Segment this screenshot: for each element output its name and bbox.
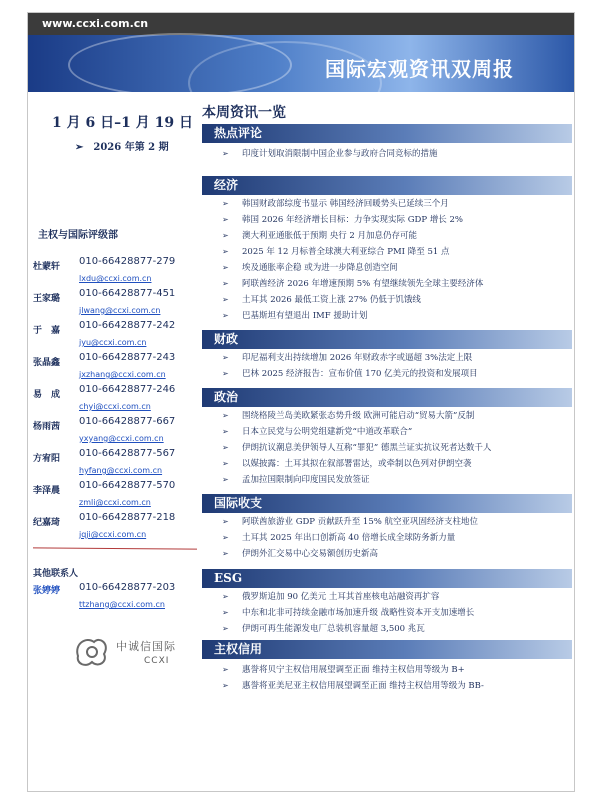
contact-phone: 010-66428877-203 <box>79 582 176 593</box>
arrow-bullet-icon: ➢ <box>222 624 229 633</box>
arrow-bullet-icon: ➢ <box>222 517 229 526</box>
section-fiscal <box>202 330 572 382</box>
section-politics <box>202 388 572 488</box>
logo-brand-text: 中诚信国际 <box>116 640 176 653</box>
contact-entry <box>33 480 203 512</box>
section-heading: 政治 <box>202 388 572 407</box>
site-url[interactable]: www.ccxi.com.cn <box>42 17 149 30</box>
date-range: 1 月 6 日–1 月 19 日 <box>52 115 193 131</box>
contact-name: 张晶鑫 <box>33 358 61 368</box>
news-item[interactable] <box>202 308 572 324</box>
contact-phone: 010-66428877-242 <box>79 320 176 331</box>
summary-title: 本周资讯一览 <box>202 105 286 121</box>
arrow-bullet-icon: ➢ <box>222 549 229 558</box>
section-items <box>202 589 572 637</box>
section-sovereign-credit <box>202 640 572 694</box>
arrow-bullet-icon: ➢ <box>222 231 229 240</box>
news-item-text: 伊朗外汇交易中心交易额创历史新高 <box>242 549 379 559</box>
contact-entry <box>33 320 203 352</box>
contact-entry <box>33 384 203 416</box>
contact-entry <box>33 416 203 448</box>
news-item-text: 惠誉将贝宁主权信用展望调至正面 维持主权信用等级为 B+ <box>242 665 465 675</box>
news-item-text: 以媒披露：土耳其拟在叙部署雷达，或牵制以色列对伊朗空袭 <box>242 459 472 469</box>
news-item-text: 阿联酋经济 2026 年增速预期 5% 有望继续领先全球主要经济体 <box>242 279 484 289</box>
arrow-bullet-icon: ➢ <box>222 533 229 542</box>
contact-email-link[interactable]: hyfang@ccxi.com.cn <box>79 466 163 475</box>
section-heading: 经济 <box>202 176 572 195</box>
section-items <box>202 408 572 488</box>
logo-mark-icon <box>72 632 112 672</box>
contact-phone: 010-66428877-451 <box>79 288 176 299</box>
arrow-bullet-icon: ➢ <box>222 411 229 420</box>
news-item[interactable] <box>202 678 572 694</box>
news-item[interactable] <box>202 546 572 562</box>
news-item[interactable] <box>202 366 572 382</box>
section-items <box>202 146 572 162</box>
news-item[interactable] <box>202 228 572 244</box>
news-item-text: 土耳其 2025 年出口创新高 40 倍增长成全球防务新力量 <box>242 533 456 543</box>
news-item[interactable] <box>202 424 572 440</box>
contact-name: 纪嘉琦 <box>33 518 61 528</box>
contact-list <box>33 256 203 544</box>
news-item[interactable] <box>202 440 572 456</box>
news-item-text: 巴林 2025 经济报告：宣布价值 170 亿美元的投资和发展项目 <box>242 369 478 379</box>
section-heading: 主权信用 <box>202 640 572 659</box>
contact-email-link[interactable]: jqji@ccxi.com.cn <box>79 530 147 539</box>
section-items <box>202 196 572 324</box>
other-contacts-title: 其他联系人 <box>33 569 79 579</box>
news-item[interactable] <box>202 456 572 472</box>
contact-name: 杜蒙轩 <box>33 262 61 272</box>
section-hot-comments <box>202 124 572 162</box>
issue-number <box>75 138 169 153</box>
arrow-bullet-icon: ➢ <box>222 369 229 378</box>
logo-abbr-text: CCXI <box>144 656 170 666</box>
news-item[interactable] <box>202 530 572 546</box>
section-items <box>202 350 572 382</box>
arrow-bullet-icon: ➢ <box>222 149 229 158</box>
news-item[interactable] <box>202 514 572 530</box>
arrow-bullet-icon: ➢ <box>222 279 229 288</box>
news-item[interactable] <box>202 244 572 260</box>
section-heading: 热点评论 <box>202 124 572 143</box>
contact-phone: 010-66428877-570 <box>79 480 176 491</box>
section-heading: 财政 <box>202 330 572 349</box>
contact-name: 张婷婷 <box>33 586 61 596</box>
arrow-bullet-icon: ➢ <box>222 443 229 452</box>
contact-phone: 010-66428877-567 <box>79 448 176 459</box>
report-title: 国际宏观资讯双周报 <box>325 57 514 81</box>
arrow-bullet-icon: ➢ <box>222 353 229 362</box>
news-item-text: 巴基斯坦有望退出 IMF 援助计划 <box>242 311 368 321</box>
arrow-bullet-icon: ➢ <box>222 681 229 690</box>
contact-entry <box>33 288 203 320</box>
section-heading: ESG <box>202 569 572 588</box>
contact-name: 王家璐 <box>33 294 61 304</box>
contact-name: 李泽晨 <box>33 486 61 496</box>
news-item-text: 伊朗可再生能源发电厂总装机容量超 3,500 兆瓦 <box>242 624 425 634</box>
arrow-bullet-icon: ➢ <box>222 215 229 224</box>
arrow-bullet-icon: ➢ <box>222 263 229 272</box>
contact-phone: 010-66428877-246 <box>79 384 176 395</box>
news-item-text: 韩国财政部综度书显示 韩国经济回暖势头已延续三个月 <box>242 199 449 209</box>
arrow-bullet-icon: ➢ <box>222 199 229 208</box>
contact-name: 杨雨茜 <box>33 422 61 432</box>
news-item[interactable] <box>202 621 572 637</box>
section-esg <box>202 569 572 637</box>
news-item[interactable] <box>202 605 572 621</box>
news-item[interactable] <box>202 472 572 488</box>
contact-phone: 010-66428877-279 <box>79 256 176 267</box>
arrow-bullet-icon: ➢ <box>222 459 229 468</box>
news-item[interactable] <box>202 350 572 366</box>
news-item-text: 日本立民党与公明党组建新党“中道改革联合” <box>242 427 413 437</box>
news-item-text: 孟加拉国限制向印度国民发放签证 <box>242 475 370 485</box>
section-economy <box>202 176 572 324</box>
section-items <box>202 514 572 562</box>
news-item[interactable] <box>202 408 572 424</box>
department-title: 主权与国际评级部 <box>38 230 118 241</box>
other-contact-entry <box>33 582 203 616</box>
header-banner <box>28 13 574 92</box>
news-item[interactable] <box>202 260 572 276</box>
contact-name: 易 成 <box>33 390 61 400</box>
contact-email-link[interactable]: zmli@ccxi.com.cn <box>79 498 151 507</box>
arrow-bullet-icon: ➢ <box>222 427 229 436</box>
news-item-text: 印度计划取消限制中国企业参与政府合同竞标的措施 <box>242 149 438 159</box>
contact-email-link[interactable]: lxdu@ccxi.com.cn <box>79 274 152 283</box>
news-item[interactable] <box>202 276 572 292</box>
news-item-text: 围绕格陵兰岛美欧紧张态势升级 欧洲可能启动“贸易大箭”反制 <box>242 411 475 421</box>
news-item[interactable] <box>202 589 572 605</box>
news-item-text: 2025 年 12 月标普全球澳大利亚综合 PMI 降至 51 点 <box>242 247 450 257</box>
contact-entry <box>33 448 203 480</box>
section-balance-of-payments <box>202 494 572 562</box>
section-items <box>202 662 572 694</box>
contact-phone: 010-66428877-243 <box>79 352 176 363</box>
arrow-bullet-icon: ➢ <box>75 142 84 153</box>
contact-phone: 010-66428877-667 <box>79 416 176 427</box>
news-item-text: 韩国 2026 年经济增长目标：力争实现实际 GDP 增长 2% <box>242 215 463 225</box>
arrow-bullet-icon: ➢ <box>222 608 229 617</box>
ccxi-logo <box>72 632 182 674</box>
arrow-bullet-icon: ➢ <box>222 311 229 320</box>
contact-email-link[interactable]: ttzhang@ccxi.com.cn <box>79 600 165 609</box>
contact-email-link[interactable]: jlwang@ccxi.com.cn <box>79 306 161 315</box>
contact-phone: 010-66428877-218 <box>79 512 176 523</box>
contact-entry <box>33 256 203 288</box>
news-item-text: 澳大利亚通胀低于预期 央行 2 月加息仍存可能 <box>242 231 418 241</box>
news-item-text: 阿联酋旅游业 GDP 贡献跃升至 15% 航空亚巩固经济支柱地位 <box>242 517 479 527</box>
news-item-text: 俄罗斯追加 90 亿美元 土耳其首座核电站融资再扩容 <box>242 592 440 602</box>
contact-email-link[interactable]: jxzhang@ccxi.com.cn <box>79 370 166 379</box>
news-item-text: 惠誉将亚美尼亚主权信用展望调至正面 维持主权信用等级为 BB- <box>242 681 484 691</box>
news-item-text: 埃及通胀率企稳 或为进一步降息创造空间 <box>242 263 398 273</box>
contact-name: 方宥阳 <box>33 454 61 464</box>
contact-email-link[interactable]: chyi@ccxi.com.cn <box>79 402 151 411</box>
contact-entry <box>33 512 203 544</box>
news-item[interactable] <box>202 196 572 212</box>
news-item-text: 土耳其 2026 最低工资上涨 27% 仍低于饥饿线 <box>242 295 421 305</box>
issue-label: 2026 年第 2 期 <box>93 142 169 153</box>
news-item-text: 伊朗抗议潮息美伊领导人互称“罪犯” 德黑兰证实抗议死者达数千人 <box>242 443 492 453</box>
contact-entry <box>33 352 203 384</box>
news-item[interactable] <box>202 292 572 308</box>
news-item[interactable] <box>202 146 572 162</box>
news-item-text: 中东和北非可持续金融市场加速升级 战略性资本开支加速增长 <box>242 608 475 618</box>
arrow-bullet-icon: ➢ <box>222 247 229 256</box>
arrow-bullet-icon: ➢ <box>222 295 229 304</box>
news-item[interactable] <box>202 662 572 678</box>
section-heading: 国际收支 <box>202 494 572 513</box>
arrow-bullet-icon: ➢ <box>222 592 229 601</box>
arrow-bullet-icon: ➢ <box>222 665 229 674</box>
arrow-bullet-icon: ➢ <box>222 475 229 484</box>
contact-email-link[interactable]: yxyang@ccxi.com.cn <box>79 434 164 443</box>
contact-email-link[interactable]: jyu@ccxi.com.cn <box>79 338 147 347</box>
news-item[interactable] <box>202 212 572 228</box>
contact-name: 于 嘉 <box>33 326 61 336</box>
news-item-text: 印尼福利支出持续增加 2026 年财政赤字或逼超 3%法定上限 <box>242 353 473 363</box>
